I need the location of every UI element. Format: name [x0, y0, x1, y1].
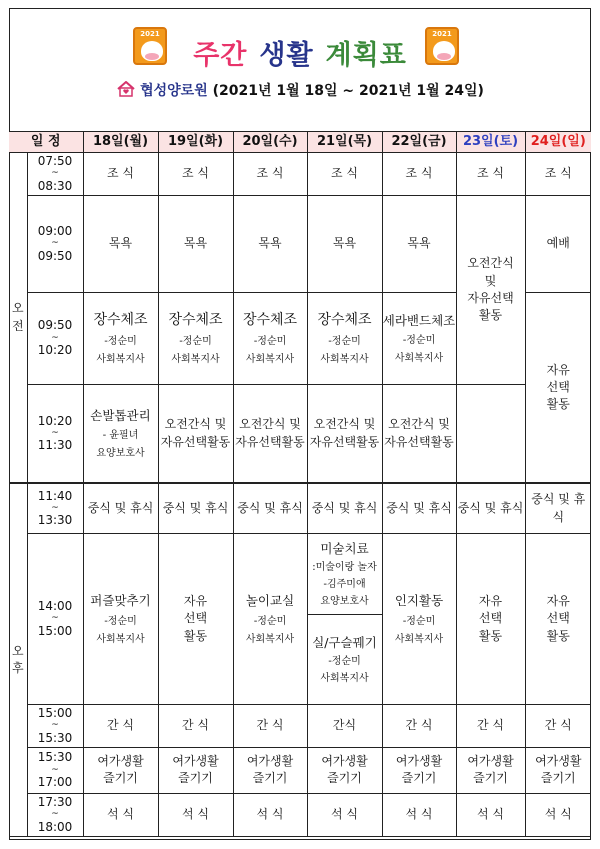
time-start: 09:00	[37, 223, 73, 238]
time-start: 15:30	[37, 750, 73, 765]
activity-thursday-split	[307, 533, 382, 704]
table-row	[9, 793, 591, 836]
activity-lunch: 중식 및 휴식	[307, 483, 382, 533]
time-start: 15:00	[37, 705, 73, 720]
time-start: 14:00	[37, 598, 73, 613]
time-start: 11:40	[37, 488, 73, 503]
day-header-sunday: 24일(일)	[525, 132, 591, 153]
text-line: 자유	[478, 593, 503, 608]
text-line: 자유	[546, 593, 570, 608]
activity-exercise	[307, 292, 382, 384]
time-end: 15:00	[37, 623, 73, 638]
text-line: 자유선택활동	[160, 434, 231, 449]
activity-snack: 간 식	[382, 704, 456, 747]
time-tilde: ~	[51, 428, 59, 439]
time-tilde: ~	[51, 238, 59, 249]
activity-lunch: 중식 및 휴식	[382, 483, 456, 533]
activity-worship: 예배	[525, 195, 591, 292]
activity-dinner: 석 식	[83, 793, 158, 836]
section-label: 오 후	[11, 643, 24, 676]
activity-exercise	[233, 292, 307, 384]
page-title	[0, 33, 600, 72]
text-line: 선택	[183, 611, 208, 626]
activity-dinner: 석 식	[525, 793, 591, 836]
section-label: 오 전	[11, 301, 24, 333]
staff-role: 요양보호사	[320, 596, 369, 608]
activity-sat-morning	[456, 195, 525, 384]
schedule-period: (2021년 1월 18일 ~ 2021년 1월 24일)	[212, 83, 484, 99]
time-cell	[27, 533, 83, 704]
activity-snack: 간 식	[158, 704, 233, 747]
time-cell	[27, 292, 83, 384]
staff-name: -정순미	[402, 615, 436, 627]
activity-title: 퍼즐맞추기	[90, 593, 151, 609]
time-end: 10:20	[37, 343, 73, 358]
table-row	[9, 153, 591, 196]
cow-mascot-icon: 2021	[425, 27, 459, 65]
activity-breakfast: 조 식	[307, 153, 382, 196]
text-line: 자유선택활동	[384, 434, 454, 449]
activity-nail-care	[83, 384, 158, 483]
page-header	[0, 0, 600, 125]
day-header: 19일(화)	[158, 132, 233, 153]
activity-dinner: 석 식	[158, 793, 233, 836]
activity-bath: 목욕	[158, 195, 233, 292]
activity-exercise	[83, 292, 158, 384]
text-line: 즐기기	[252, 771, 288, 786]
day-header: 22일(금)	[382, 132, 456, 153]
staff-role: 사회복지사	[320, 673, 369, 685]
activity-title: 놀이교실	[245, 593, 295, 609]
text-line: 오전간식 및	[239, 417, 301, 432]
text-line: 즐기기	[473, 771, 508, 786]
staff-role: 사회복지사	[394, 633, 444, 645]
activity-bath: 목욕	[83, 195, 158, 292]
time-cell	[27, 195, 83, 292]
text-line: 활동	[478, 628, 503, 643]
text-line: 활동	[183, 628, 208, 643]
activity-title: 세라밴드체조	[382, 312, 456, 328]
activity-leisure	[456, 747, 525, 793]
time-start: 10:20	[37, 413, 73, 428]
text-line: 자유	[546, 362, 570, 377]
time-start: 09:50	[37, 318, 73, 333]
activity-snack: 간 식	[83, 704, 158, 747]
activity-breakfast: 조 식	[382, 153, 456, 196]
staff-name: -정순미	[328, 336, 361, 348]
table-row	[9, 747, 591, 793]
activity-art-therapy	[308, 534, 382, 615]
activity-bead-stringing	[308, 615, 382, 704]
staff-name: -정순미	[328, 656, 361, 668]
activity-snack: 간 식	[525, 704, 591, 747]
activity-title: 손발톱관리	[90, 408, 151, 424]
activity-free	[158, 533, 233, 704]
text-line: 자유선택활동	[309, 434, 380, 449]
text-line: 오전간식	[467, 256, 514, 271]
activity-leisure	[525, 747, 591, 793]
table-row	[9, 384, 591, 483]
subtitle	[0, 80, 600, 100]
day-header-saturday: 23일(토)	[456, 132, 525, 153]
activity-lunch: 중식 및 휴식	[233, 483, 307, 533]
activity-breakfast: 조 식	[456, 153, 525, 196]
staff-name: -정순미	[179, 336, 212, 348]
activity-puzzle	[83, 533, 158, 704]
activity-breakfast: 조 식	[233, 153, 307, 196]
time-cell	[27, 747, 83, 793]
activity-snack-free	[158, 384, 233, 483]
staff-name: -정순미	[253, 336, 287, 348]
activity-dinner: 석 식	[233, 793, 307, 836]
text-line: 여가생활	[535, 754, 582, 769]
staff-role: 사회복지사	[171, 354, 220, 366]
day-header: 21일(목)	[307, 132, 382, 153]
time-cell	[27, 793, 83, 836]
staff-role: 사회복지사	[320, 354, 369, 366]
text-line: 즐기기	[401, 771, 437, 786]
activity-title: 장수체조	[242, 311, 298, 328]
activity-lunch: 중식 및 휴식	[456, 483, 525, 533]
text-line: 선택	[546, 380, 570, 395]
section-am	[9, 153, 27, 484]
text-line: 즐기기	[327, 771, 362, 786]
activity-dinner: 석 식	[382, 793, 456, 836]
activity-title: 인지활동	[394, 593, 444, 609]
activity-dinner: 석 식	[307, 793, 382, 836]
text-line: 여가생활	[395, 754, 443, 769]
activity-title: 실/구슬꿰기	[312, 634, 377, 650]
activity-dinner: 석 식	[456, 793, 525, 836]
staff-name: -정순미	[104, 336, 137, 348]
text-line: 여가생활	[172, 754, 219, 769]
time-end: 08:30	[37, 178, 73, 193]
activity-breakfast: 조 식	[83, 153, 158, 196]
activity-title: 장수체조	[168, 311, 223, 328]
weekly-schedule-table	[9, 131, 591, 837]
text-line: 여가생활	[321, 754, 368, 769]
time-tilde: ~	[51, 168, 59, 179]
staff-name: -김주미애	[323, 579, 366, 591]
activity-leisure	[307, 747, 382, 793]
activity-breakfast: 조 식	[525, 153, 591, 196]
time-start: 07:50	[37, 154, 73, 168]
table-row	[9, 533, 591, 704]
organization-name: 협성양로원	[140, 83, 208, 99]
staff-role: 사회복지사	[96, 633, 145, 645]
activity-bath: 목욕	[233, 195, 307, 292]
activity-lunch: 중식 및 휴식	[83, 483, 158, 533]
text-line: 활동	[546, 628, 570, 643]
staff-role: 요양보호사	[96, 448, 145, 460]
activity-leisure	[382, 747, 456, 793]
time-tilde: ~	[51, 332, 59, 343]
title-word-1: 주간	[193, 40, 248, 71]
text-line: 오전간식 및	[164, 417, 227, 432]
staff-name: - 윤필녀	[102, 430, 139, 442]
staff-name: -정순미	[402, 335, 436, 347]
activity-lunch: 중식 및 휴식	[525, 483, 591, 533]
activity-snack-free	[233, 384, 307, 483]
activity-snack: 간식	[307, 704, 382, 747]
time-tilde: ~	[51, 503, 59, 514]
day-header: 20일(수)	[233, 132, 307, 153]
text-line: 및	[484, 273, 497, 288]
text-line: 자유선택활동	[235, 434, 305, 449]
text-line: 즐기기	[540, 771, 576, 786]
activity-breakfast: 조 식	[158, 153, 233, 196]
time-end: 18:00	[37, 819, 73, 834]
staff-role: 사회복지사	[96, 354, 145, 366]
time-end: 09:50	[37, 248, 73, 263]
text-line: 여가생활	[467, 754, 514, 769]
activity-title: 미술치료	[320, 540, 369, 556]
time-cell	[27, 483, 83, 533]
time-tilde: ~	[51, 720, 59, 731]
time-tilde: ~	[51, 764, 59, 775]
text-line: 선택	[546, 611, 570, 626]
section-pm	[9, 483, 27, 836]
time-cell	[27, 384, 83, 483]
activity-exercise	[158, 292, 233, 384]
time-end: 15:30	[37, 730, 73, 745]
activity-leisure	[83, 747, 158, 793]
table-row	[9, 195, 591, 292]
activity-snack: 간 식	[233, 704, 307, 747]
activity-exercise	[382, 292, 456, 384]
staff-role: 사회복지사	[394, 353, 444, 365]
activity-bath: 목욕	[307, 195, 382, 292]
table-header-row	[9, 132, 591, 153]
time-tilde: ~	[51, 613, 59, 624]
activity-free	[456, 533, 525, 704]
activity-cognitive	[382, 533, 456, 704]
text-line: 활동	[546, 397, 570, 412]
text-line: 자유선택	[467, 290, 514, 305]
day-header: 18일(월)	[83, 132, 158, 153]
activity-snack-free	[307, 384, 382, 483]
staff-role: 사회복지사	[245, 633, 295, 645]
title-word-2: 생활	[259, 40, 314, 71]
time-end: 13:30	[37, 513, 73, 528]
table-row	[9, 483, 591, 533]
time-end: 17:00	[37, 775, 73, 790]
time-cell	[27, 704, 83, 747]
time-tilde: ~	[51, 809, 59, 820]
activity-leisure	[233, 747, 307, 793]
home-heart-icon	[116, 81, 136, 97]
text-line: 오전간식 및	[388, 417, 450, 432]
activity-subtitle: :미술이랑 놀자	[312, 562, 377, 574]
schedule-label: 일 정	[9, 132, 83, 153]
activity-sun-free	[525, 292, 591, 483]
time-start: 17:30	[37, 794, 73, 809]
text-line: 자유	[183, 593, 208, 608]
activity-title: 장수체조	[317, 311, 372, 328]
text-line: 즐기기	[103, 771, 138, 786]
cow-mascot-icon: 2021	[133, 27, 167, 65]
text-line: 여가생활	[246, 754, 294, 769]
activity-free	[525, 533, 591, 704]
text-line: 선택	[478, 611, 503, 626]
activity-title: 장수체조	[93, 311, 148, 328]
time-cell	[27, 153, 83, 196]
text-line: 즐기기	[178, 771, 213, 786]
activity-snack-free	[382, 384, 456, 483]
staff-name: -정순미	[253, 615, 287, 627]
activity-play-class	[233, 533, 307, 704]
text-line: 활동	[478, 308, 503, 323]
staff-role: 사회복지사	[245, 354, 295, 366]
activity-lunch: 중식 및 휴식	[158, 483, 233, 533]
text-line: 오전간식 및	[313, 417, 376, 432]
table-row	[9, 704, 591, 747]
time-end: 11:30	[37, 438, 73, 453]
activity-leisure	[158, 747, 233, 793]
title-word-3: 계획표	[325, 40, 407, 71]
text-line: 여가생활	[97, 754, 144, 769]
staff-name: -정순미	[104, 615, 137, 627]
activity-bath: 목욕	[382, 195, 456, 292]
activity-snack: 간 식	[456, 704, 525, 747]
